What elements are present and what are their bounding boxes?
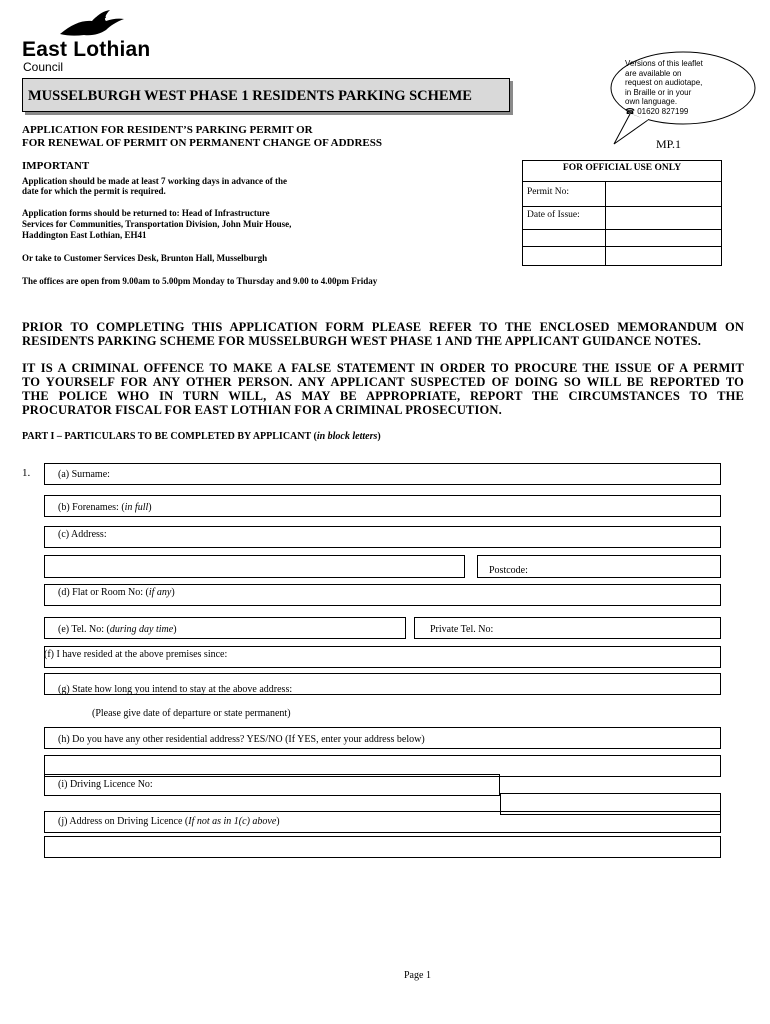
forenames-label [58, 502, 152, 513]
address-field[interactable] [44, 526, 721, 548]
bubble-line: in Braille or in your [625, 87, 692, 97]
flat-room-label-end: ) [171, 587, 175, 598]
notice-line: THE POLICE WHO IN TURN WILL, AS MAY BE APPROPRIATE, REPORT THE CIRCUMSTANCES TO THE [22, 389, 744, 403]
flat-room-label-text: (d) Flat or Room No: ( [58, 587, 149, 598]
permit-no-field[interactable] [607, 182, 719, 205]
day-tel-label-text: (e) Tel. No: ( [58, 624, 110, 635]
official-use-heading: FOR OFFICIAL USE ONLY [562, 163, 682, 173]
address-line-2-field[interactable] [44, 555, 465, 578]
bubble-line: request on audiotape, [625, 78, 703, 87]
day-tel-label-em: during day time [109, 624, 174, 635]
licence-address-field[interactable] [44, 836, 721, 858]
postcode-label: Postcode: [489, 565, 528, 576]
important-line: Services for Communities, Transportation Division, John Muir House, [22, 219, 292, 229]
stay-duration-label: (g) State how long you intend to stay at the above address: [58, 684, 293, 695]
important-heading: IMPORTANT [22, 160, 90, 172]
day-tel-label [58, 624, 177, 635]
forenames-label-end: ) [148, 502, 152, 513]
stay-duration-note: (Please give date of departure or state permanent) [92, 708, 291, 719]
part1-heading-text: PART I – PARTICULARS TO BE COMPLETED BY APPLICANT ( [22, 431, 317, 442]
important-line: Haddington East Lothian, EH41 [22, 230, 147, 240]
important-line: Or take to Customer Services Desk, Brunton Hall, Musselburgh [22, 253, 268, 263]
day-tel-label-end: ) [173, 624, 177, 635]
forenames-label-em: in full [124, 502, 149, 513]
notice-line: PRIOR TO COMPLETING THIS APPLICATION FORM PLEASE REFER TO THE ENCLOSED MEMORANDUM ON [22, 320, 744, 334]
important-line: Application forms should be returned to: Head of Infrastructure [22, 208, 270, 218]
private-tel-label: Private Tel. No: [430, 624, 494, 635]
surname-label: (a) Surname: [58, 469, 110, 480]
part1-heading-end: ) [377, 431, 381, 442]
address-label: (c) Address: [58, 529, 107, 540]
flat-room-label-em: if any [148, 587, 172, 598]
licence-address-label [58, 816, 280, 827]
notice-line: RESIDENTS PARKING SCHEME FOR MUSSELBURGH WEST PHASE 1 AND THE APPLICANT GUIDANCE NOTES. [22, 334, 702, 348]
council-sub: Council [23, 60, 64, 74]
form-code: MP.1 [656, 137, 682, 151]
permit-no-label: Permit No: [527, 187, 569, 197]
part1-heading-em: in block letters [316, 431, 378, 442]
notice-line: TO YOURSELF FOR ANY OTHER PERSON. ANY APPLICANT SUSPECTED OF DOING SO WILL BE REPORTED TO [22, 375, 744, 389]
driving-licence-label: (i) Driving Licence No: [58, 779, 153, 790]
date-of-issue-field[interactable] [607, 207, 719, 228]
page-title: MUSSELBURGH WEST PHASE 1 RESIDENTS PARKING SCHEME [28, 88, 472, 104]
notice-line: PROCURATOR FISCAL FOR EAST LOTHIAN FOR A CRIMINAL PROSECUTION. [22, 403, 502, 417]
bubble-line: are available on [625, 68, 682, 78]
important-line: Application should be made at least 7 working days in advance of the [22, 176, 288, 186]
subtitle-line: APPLICATION FOR RESIDENT’S PARKING PERMIT OR [22, 124, 313, 136]
licence-address-label-em: If not as in 1(c) above [188, 816, 277, 827]
licence-address-label-text: (j) Address on Driving Licence ( [58, 816, 189, 827]
surname-field[interactable] [44, 463, 721, 485]
forenames-label-text: (b) Forenames: ( [58, 502, 125, 513]
official-use-box [522, 160, 722, 266]
notice-line: IT IS A CRIMINAL OFFENCE TO MAKE A FALSE STATEMENT IN ORDER TO PROCURE THE ISSUE OF A PERMIT [22, 361, 744, 375]
page-number: Page 1 [404, 970, 431, 981]
bubble-line: own language. [625, 97, 678, 106]
bubble-line: Versions of this leaflet [625, 59, 703, 68]
council-logo-bird-icon [58, 10, 128, 40]
resided-since-label: (f) I have resided at the above premises since: [44, 649, 228, 660]
licence-address-label-end: ) [276, 816, 280, 827]
other-address-label: (h) Do you have any other residential address? YES/NO (If YES, enter your address below) [58, 734, 425, 745]
subtitle-line: FOR RENEWAL OF PERMIT ON PERMANENT CHANGE OF ADDRESS [22, 137, 382, 149]
item-number: 1. [22, 467, 31, 479]
council-name: East Lothian [22, 38, 151, 61]
part1-heading [22, 431, 381, 442]
important-line: date for which the permit is required. [22, 186, 166, 196]
bubble-line: ☎ 01620 827199 [625, 106, 689, 116]
flat-room-label [58, 587, 175, 598]
important-line: The offices are open from 9.00am to 5.00pm Monday to Thursday and 9.00 to 4.00pm Friday [22, 276, 378, 286]
date-of-issue-label: Date of Issue: [527, 210, 580, 220]
